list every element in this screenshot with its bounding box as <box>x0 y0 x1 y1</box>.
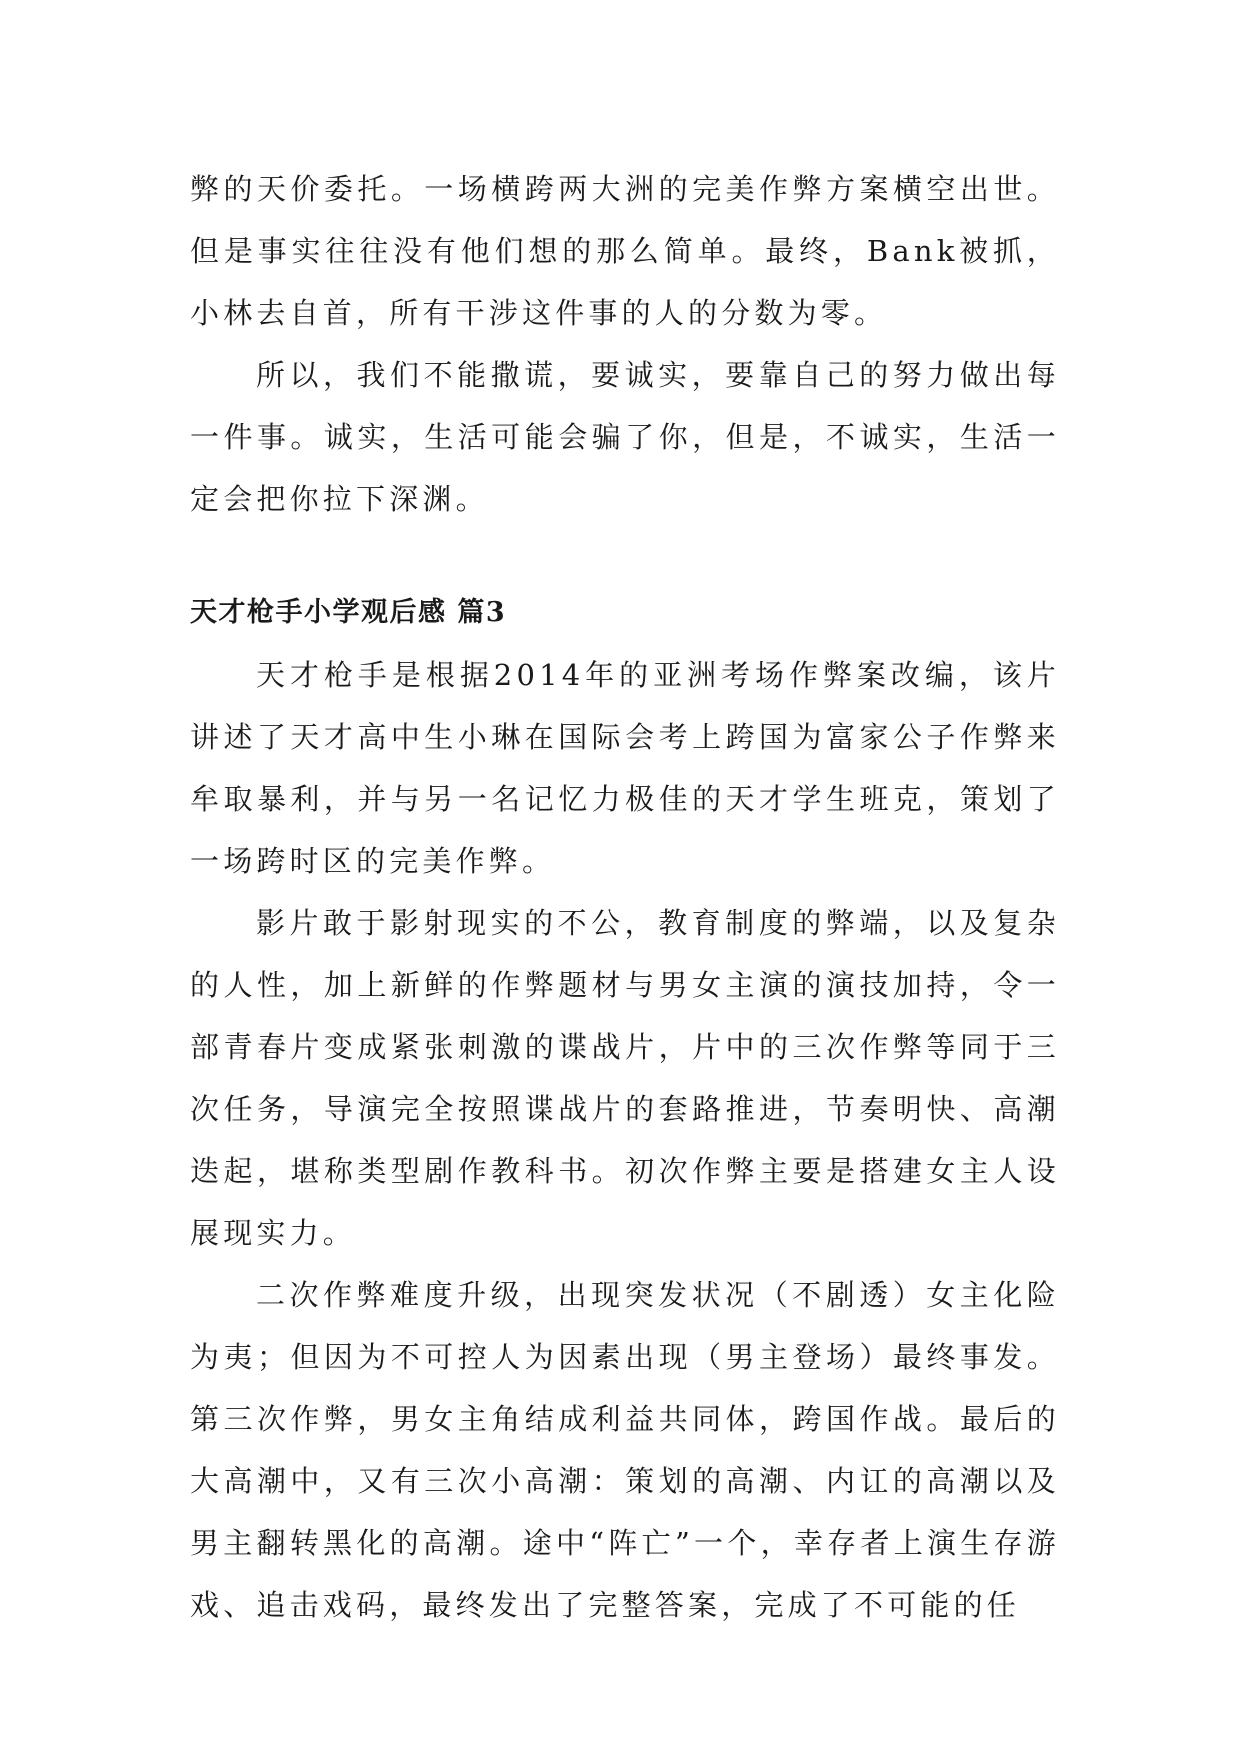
paragraph-plot: 二次作弊难度升级，出现突发状况（不剧透）女主化险为夷；但因为不可控人为因素出现（男主登场）最终事发。第三次作弊，男女主角结成利益共同体，跨国作战。最后的大高潮中，又有三次小高潮：策划的高潮、内讧的高潮以及男主翻转黑化的高潮。途中“阵亡”一个，幸存者上演生存游戏、追击戏码，最终发出了完整答案，完成了不可能的任 <box>190 1278 1060 1622</box>
section-title: 天才枪手小学观后感 篇3 <box>190 597 507 628</box>
paragraph-continued: 弊的天价委托。一场横跨两大洲的完美作弊方案横空出世。但是事实往往没有他们想的那么简单。最终，Bank被抓，小林去自首，所有干涉这件事的人的分数为零。 <box>190 172 1060 330</box>
paragraph-conclusion: 所以，我们不能撒谎，要诚实，要靠自己的努力做出每一件事。诚实，生活可能会骗了你，但是，不诚实，生活一定会把你拉下深渊。 <box>190 358 1060 516</box>
document-page <box>190 158 1060 1636</box>
paragraph-intro: 天才枪手是根据2014年的亚洲考场作弊案改编，该片讲述了天才高中生小琳在国际会考上跨国为富家公子作弊来牟取暴利，并与另一名记忆力极佳的天才学生班克，策划了一场跨时区的完美作弊。 <box>190 658 1060 878</box>
paragraph-analysis: 影片敢于影射现实的不公，教育制度的弊端，以及复杂的人性，加上新鲜的作弊题材与男女主演的演技加持，令一部青春片变成紧张刺激的谍战片，片中的三次作弊等同于三次任务，导演完全按照谍战片的套路推进，节奏明快、高潮迭起，堪称类型剧作教科书。初次作弊主要是搭建女主人设展现实力。 <box>190 906 1060 1250</box>
